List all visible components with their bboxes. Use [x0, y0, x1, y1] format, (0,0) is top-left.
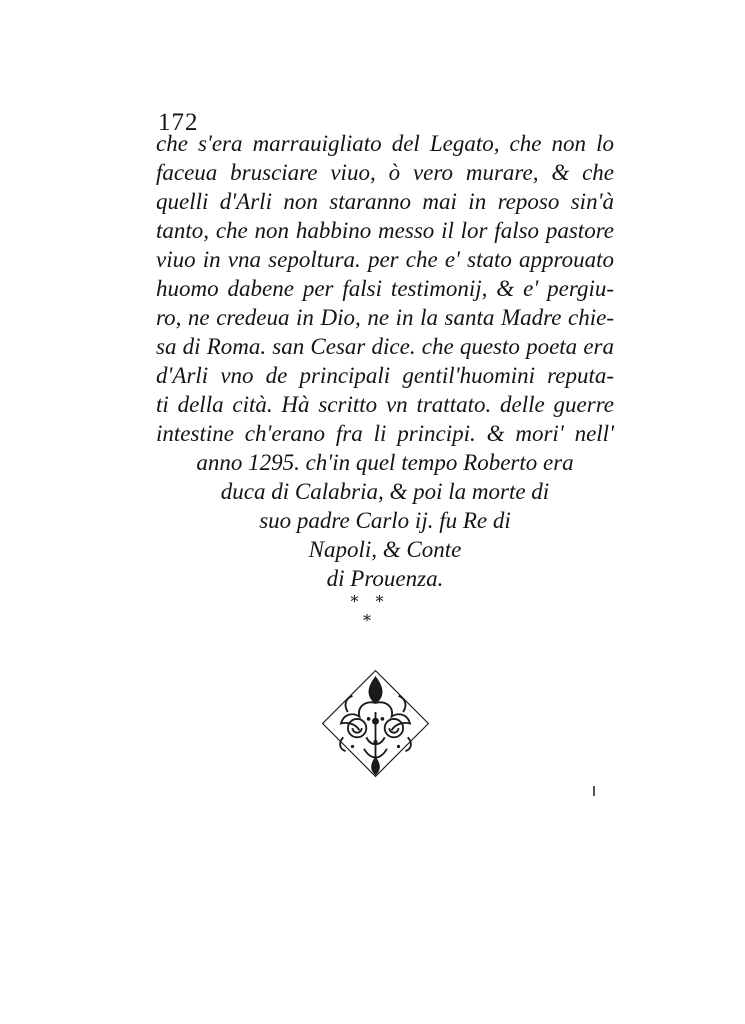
- text-line: anno 1295. ch'in quel tempo Roberto era: [196, 450, 574, 475]
- text-line: sa di Roma. san Cesar dice. che questo poeta era: [156, 334, 614, 359]
- text-line: ro, ne credeua in Dio, ne in la santa Madre chie-: [156, 305, 614, 330]
- text-line: quelli d'Arli non staranno mai in reposo sin'à: [156, 189, 614, 214]
- text-line: huomo dabene per falsi testimonij, & e' pergiu-: [156, 276, 614, 301]
- text-line: d'Arli vno de principali gentil'huomini reputa-: [156, 363, 614, 388]
- text-line: suo padre Carlo ij. fu Re di: [259, 508, 511, 533]
- margin-mark: [593, 786, 595, 796]
- text-line: Napoli, & Conte: [308, 537, 462, 562]
- fleuron-ornament-icon: [318, 666, 433, 781]
- text-line: ti della cità. Hà scritto vn trattato. delle guerre: [156, 392, 614, 417]
- text-line: faceua brusciare viuo, ò vero murare, & che: [156, 160, 614, 185]
- text-line: che s'era marrauigliato del Legato, che non lo: [156, 131, 614, 156]
- text-line: viuo in vna sepoltura. per che e' stato approuato: [156, 247, 614, 272]
- text-line: di Prouenza.: [326, 566, 444, 591]
- text-line: duca di Calabria, & poi la morte di: [220, 479, 550, 504]
- end-mark: * * *: [350, 592, 390, 630]
- page-number: 172: [158, 109, 199, 136]
- text-line: intestine ch'erano fra li principi. & mori' nell': [156, 421, 614, 446]
- text-line: tanto, che non habbino messo il lor falso pastore: [156, 218, 614, 243]
